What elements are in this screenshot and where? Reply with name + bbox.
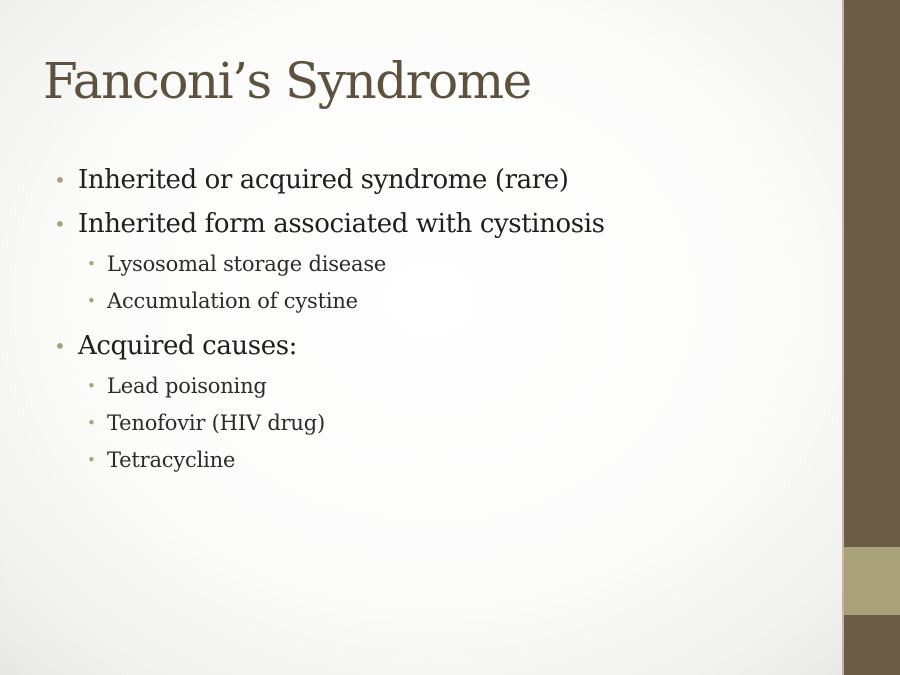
bullet-list — [52, 158, 605, 479]
sub-bullet-text: Lead poisoning — [107, 374, 267, 398]
sub-bullet-icon: • — [87, 292, 96, 310]
bullet-item — [52, 324, 605, 368]
sub-bullet-text: Tetracycline — [107, 448, 236, 472]
sub-bullet-item — [52, 283, 605, 320]
slide-title: Fanconi’s Syndrome — [43, 52, 531, 110]
sub-bullet-item — [52, 368, 605, 405]
sub-bullet-item — [52, 246, 605, 283]
sub-bullet-item — [52, 405, 605, 442]
sub-bullet-icon: • — [87, 255, 96, 273]
bullet-text: Acquired causes: — [78, 331, 298, 361]
sub-bullet-text: Tenofovir (HIV drug) — [107, 411, 325, 435]
sub-bullet-icon: • — [87, 451, 96, 469]
bullet-icon: • — [54, 334, 66, 358]
bullet-text: Inherited form associated with cystinosis — [78, 209, 605, 239]
bullet-item — [52, 202, 605, 246]
sub-bullet-item — [52, 442, 605, 479]
bullet-icon: • — [54, 212, 66, 236]
bullet-icon: • — [54, 168, 66, 192]
sub-bullet-icon: • — [87, 414, 96, 432]
sub-bullet-text: Lysosomal storage disease — [107, 252, 387, 276]
sidebar-accent-block — [844, 547, 900, 615]
sub-bullet-text: Accumulation of cystine — [107, 289, 358, 313]
bullet-item — [52, 158, 605, 202]
sub-bullet-icon: • — [87, 377, 96, 395]
bullet-text: Inherited or acquired syndrome (rare) — [78, 165, 569, 195]
